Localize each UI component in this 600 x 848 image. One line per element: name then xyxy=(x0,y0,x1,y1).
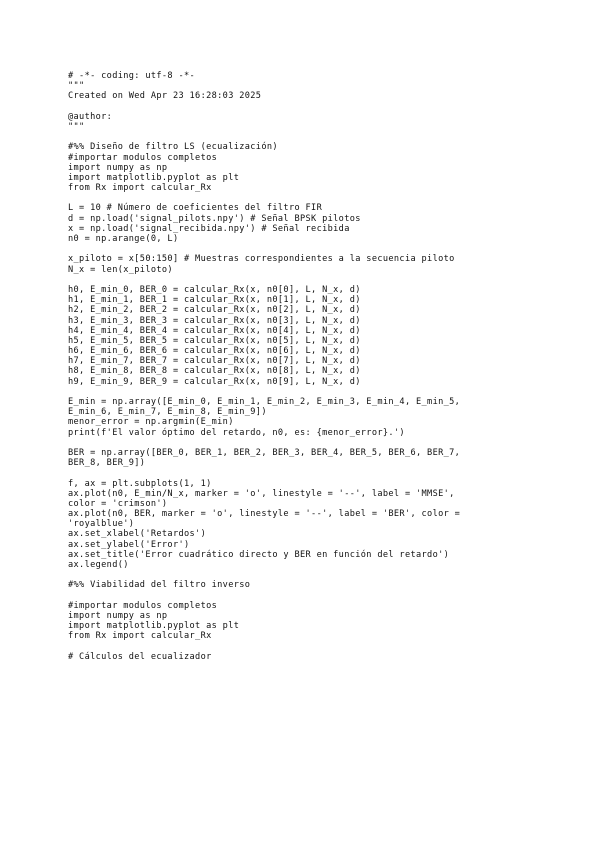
code-line: ax.set_ylabel('Error') xyxy=(68,539,190,550)
code-line: ax.plot(n0, E_min/N_x, marker = 'o', linestyle = '--', label = 'MMSE', xyxy=(68,488,455,499)
code-line: color = 'crimson') xyxy=(68,498,168,509)
code-line xyxy=(68,244,568,254)
code-line: Created on Wed Apr 23 16:28:03 2025 xyxy=(68,91,262,102)
code-line: #%% Diseño de filtro LS (ecualización) xyxy=(68,142,278,153)
code-line: BER = np.array([BER_0, BER_1, BER_2, BER_3, BER_4, BER_5, BER_6, BER_7, xyxy=(68,447,461,458)
code-line: """ xyxy=(68,81,85,92)
code-line: ax.legend() xyxy=(68,560,129,570)
code-line xyxy=(68,570,568,580)
code-line: f, ax = plt.subplots(1, 1) xyxy=(68,478,212,489)
code-line: x_piloto = x[50:150] # Muestras correspondientes a la secuencia piloto xyxy=(68,254,455,265)
code-line: menor_error = np.argmin(E_min) xyxy=(68,417,234,428)
code-line: h1, E_min_1, BER_1 = calcular_Rx(x, n0[1], L, N_x, d) xyxy=(68,295,361,306)
code-line: @author: xyxy=(68,111,113,122)
code-line: d = np.load('signal_pilots.npy') # Señal BPSK pilotos xyxy=(68,213,361,224)
code-line: ax.set_xlabel('Retardos') xyxy=(68,529,207,540)
code-line: # -*- coding: utf-8 -*- xyxy=(68,71,196,81)
code-line: h7, E_min_7, BER_7 = calcular_Rx(x, n0[7], L, N_x, d) xyxy=(68,356,361,367)
code-line: import matplotlib.pyplot as plt xyxy=(68,621,240,632)
code-line: 'royalblue') xyxy=(68,519,135,530)
code-line: #importar modulos completos xyxy=(68,600,218,611)
code-line: h6, E_min_6, BER_6 = calcular_Rx(x, n0[6], L, N_x, d) xyxy=(68,346,361,357)
code-line: """ xyxy=(68,121,85,132)
code-line: from Rx import calcular_Rx xyxy=(68,631,212,642)
code-line: # Cálculos del ecualizador xyxy=(68,651,212,662)
code-line: ax.plot(n0, BER, marker = 'o', linestyle = '--', label = 'BER', color = xyxy=(68,509,461,520)
code-line: h4, E_min_4, BER_4 = calcular_Rx(x, n0[4], L, N_x, d) xyxy=(68,325,361,336)
code-line: h0, E_min_0, BER_0 = calcular_Rx(x, n0[0], L, N_x, d) xyxy=(68,284,361,295)
code-line: h8, E_min_8, BER_8 = calcular_Rx(x, n0[8], L, N_x, d) xyxy=(68,366,361,377)
code-line: BER_8, BER_9]) xyxy=(68,458,146,469)
code-line: import numpy as np xyxy=(68,610,168,621)
code-line xyxy=(68,275,568,285)
code-line: #importar modulos completos xyxy=(68,152,218,163)
code-line xyxy=(68,193,568,203)
code-line xyxy=(68,591,568,601)
code-line xyxy=(68,387,568,397)
code-line: E_min_6, E_min_7, E_min_8, E_min_9]) xyxy=(68,407,267,418)
code-line: N_x = len(x_piloto) xyxy=(68,264,173,275)
code-line: x = np.load('signal_recibida.npy') # Señal recibida xyxy=(68,223,350,234)
code-line xyxy=(68,438,568,448)
code-line xyxy=(68,468,568,478)
code-listing xyxy=(68,71,568,662)
code-line: h5, E_min_5, BER_5 = calcular_Rx(x, n0[5], L, N_x, d) xyxy=(68,335,361,346)
code-line: h9, E_min_9, BER_9 = calcular_Rx(x, n0[9], L, N_x, d) xyxy=(68,376,361,387)
code-line: L = 10 # Número de coeficientes del filtro FIR xyxy=(68,203,323,214)
code-line: from Rx import calcular_Rx xyxy=(68,183,212,194)
code-line xyxy=(68,642,568,652)
code-line: print(f'El valor óptimo del retardo, n0, es: {menor_error}.') xyxy=(68,427,405,438)
code-line: h2, E_min_2, BER_2 = calcular_Rx(x, n0[2], L, N_x, d) xyxy=(68,305,361,316)
code-line xyxy=(68,132,568,142)
code-line: import matplotlib.pyplot as plt xyxy=(68,172,240,183)
code-line: #%% Viabilidad del filtro inverso xyxy=(68,580,251,591)
code-line: ax.set_title('Error cuadrático directo y BER en función del retardo') xyxy=(68,549,450,560)
code-line: import numpy as np xyxy=(68,162,168,173)
code-line: n0 = np.arange(0, L) xyxy=(68,234,179,244)
code-line: h3, E_min_3, BER_3 = calcular_Rx(x, n0[3], L, N_x, d) xyxy=(68,315,361,326)
code-line xyxy=(68,102,568,112)
code-line: E_min = np.array([E_min_0, E_min_1, E_min_2, E_min_3, E_min_4, E_min_5, xyxy=(68,397,461,407)
